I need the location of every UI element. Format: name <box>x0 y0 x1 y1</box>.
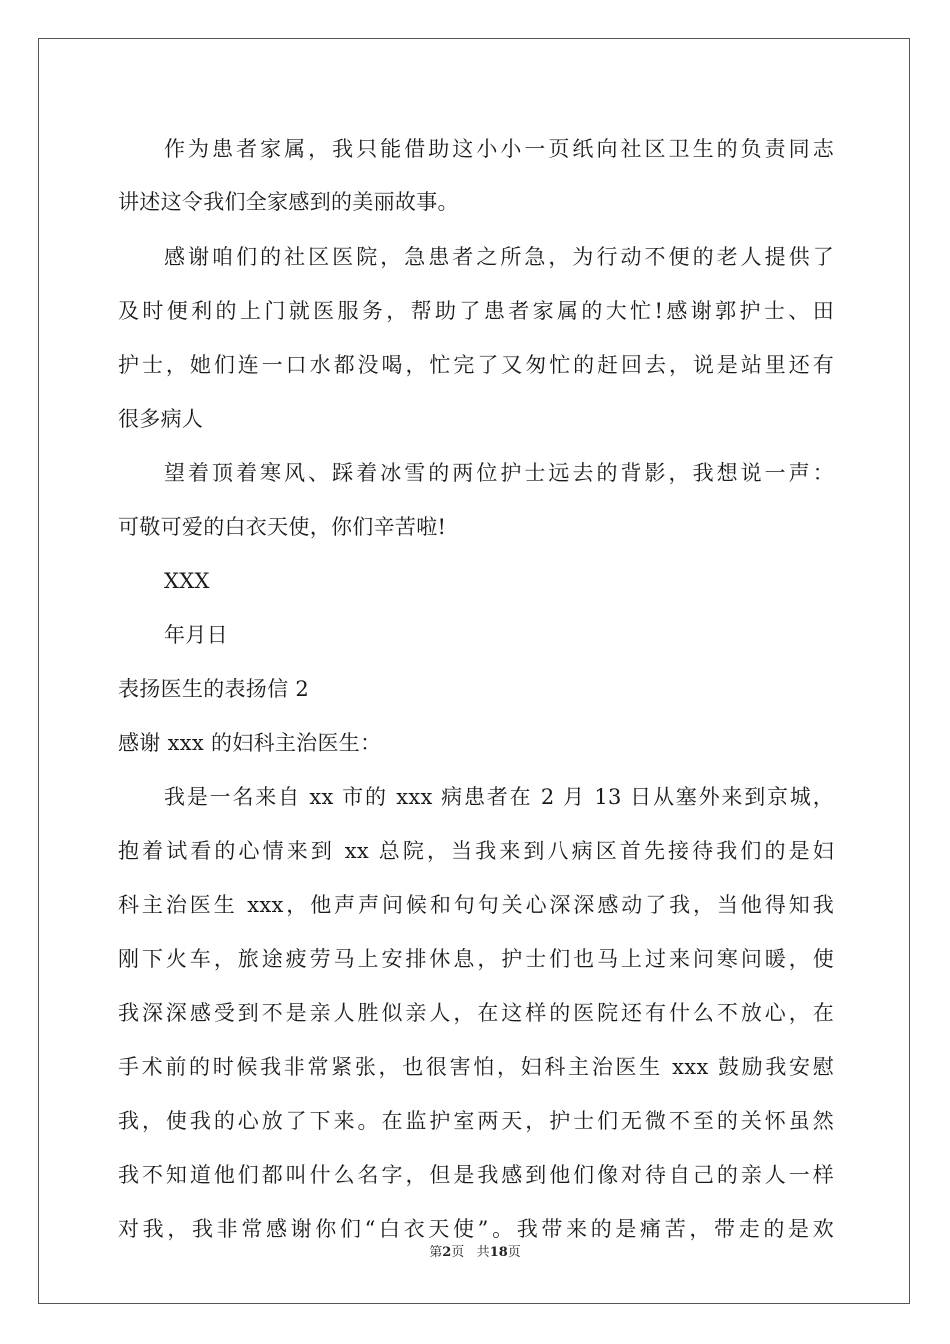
page-unit: 页 <box>451 1245 465 1260</box>
paragraph-line: 我，使我的心放了下来。在监护室两天，护士们无微不至的关怀虽然 <box>118 1109 834 1133</box>
paragraph-line: 很多病人 <box>118 407 204 431</box>
letter-salutation: 感谢 xxx 的妇科主治医生： <box>118 731 382 755</box>
total-prefix: 共 <box>476 1245 490 1260</box>
signature-date: 年月日 <box>164 623 228 647</box>
page-prefix: 第 <box>429 1245 443 1260</box>
paragraph-line: 手术前的时候我非常紧张，也很害怕，妇科主治医生 xxx 鼓励我安慰 <box>118 1055 834 1079</box>
page-footer <box>0 1245 950 1261</box>
paragraph-line: 及时便利的上门就医服务，帮助了患者家属的大忙!感谢郭护士、田 <box>118 299 834 323</box>
page-current: 2 <box>442 1245 452 1260</box>
paragraph-line: 感谢咱们的社区医院，急患者之所急，为行动不便的老人提供了 <box>164 245 834 269</box>
paragraph-line: 可敬可爱的白衣天使，你们辛苦啦! <box>118 515 447 539</box>
page-total: 18 <box>489 1245 508 1260</box>
paragraph-line: 我是一名来自 xx 市的 xxx 病患者在 2 月 13 日从塞外来到京城， <box>164 785 834 809</box>
paragraph-line: 望着顶着寒风、踩着冰雪的两位护士远去的背影，我想说一声： <box>164 461 834 485</box>
paragraph-line: 我不知道他们都叫什么名字，但是我感到他们像对待自己的亲人一样 <box>118 1163 834 1187</box>
paragraph-line: 护士，她们连一口水都没喝，忙完了又匆忙的赶回去，说是站里还有 <box>118 353 834 377</box>
paragraph-line: 讲述这令我们全家感到的美丽故事。 <box>118 190 459 214</box>
signature-name: XXX <box>164 569 210 593</box>
paragraph-line: 刚下火车，旅途疲劳马上安排休息，护士们也马上过来问寒问暖，使 <box>118 947 834 971</box>
paragraph-line: 抱着试看的心情来到 xx 总院，当我来到八病区首先接待我们的是妇 <box>118 839 834 863</box>
paragraph-line: 作为患者家属，我只能借助这小小一页纸向社区卫生的负责同志 <box>164 137 834 161</box>
paragraph-line: 我深深感受到不是亲人胜似亲人，在这样的医院还有什么不放心，在 <box>118 1001 834 1025</box>
paragraph-line: 科主治医生 xxx，他声声问候和句句关心深深感动了我，当他得知我 <box>118 893 834 917</box>
letter-title: 表扬医生的表扬信 2 <box>118 677 310 701</box>
paragraph-line: 对我，我非常感谢你们“白衣天使”。我带来的是痛苦，带走的是欢 <box>118 1217 834 1241</box>
total-unit: 页 <box>507 1245 521 1260</box>
